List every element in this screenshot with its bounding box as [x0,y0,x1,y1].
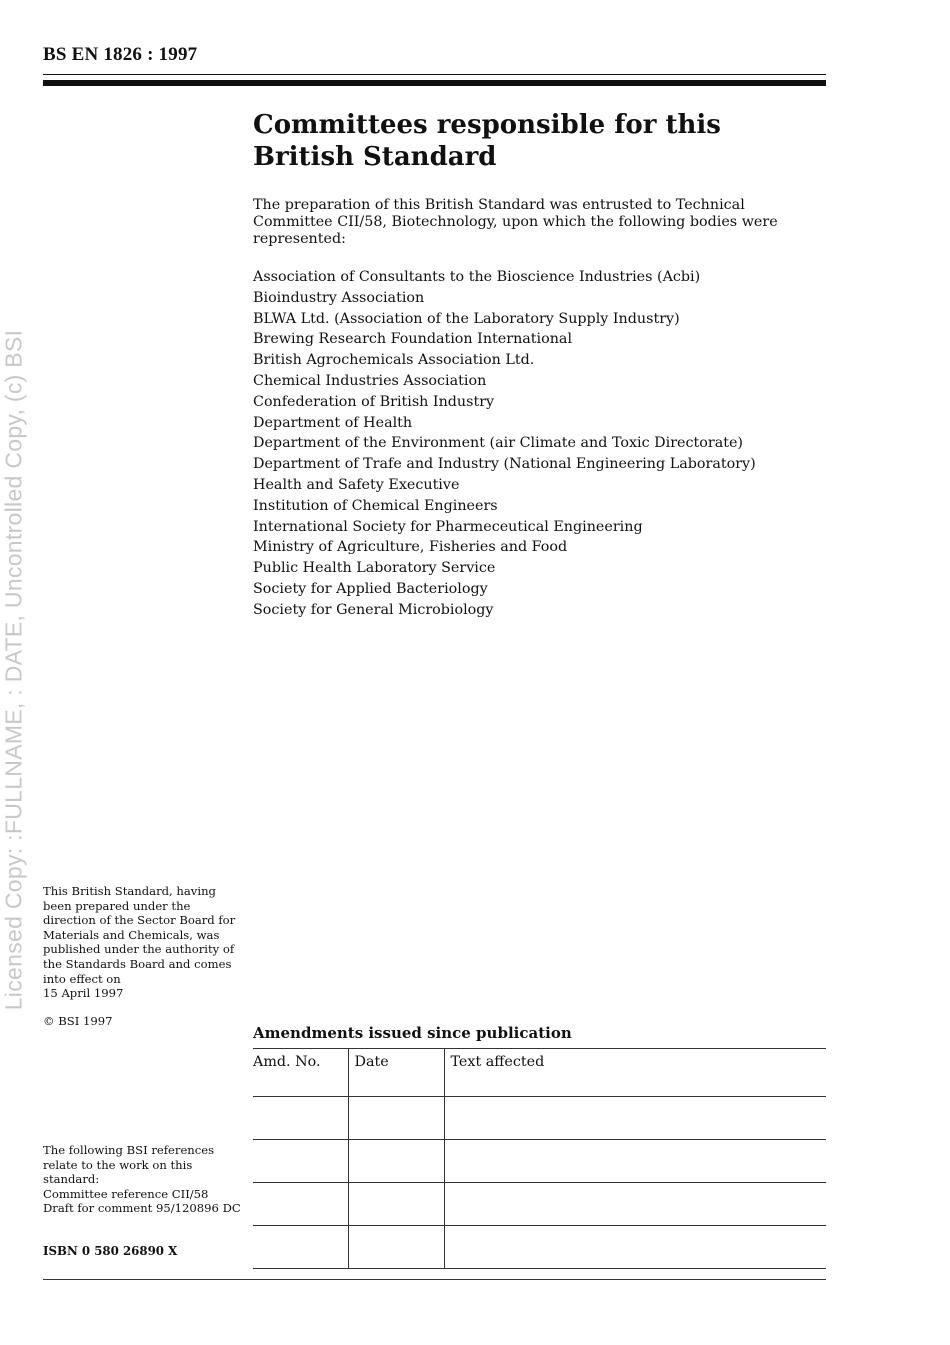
page-title: Committees responsible for this British Standard [253,110,721,172]
list-item: Department of Trafe and Industry (National Engineering Laboratory) [253,456,756,473]
table-header-row [253,1049,826,1097]
list-item: International Society for Pharmeceutical Engineering [253,518,643,535]
table-row [253,1097,826,1140]
list-item: Bioindustry Association [253,289,425,306]
copyright-notice: © BSI 1997 [43,1014,113,1028]
standard-reference: BS EN 1826 : 1997 [43,44,198,65]
bsi-references [43,1143,243,1216]
column-header-date: Date [348,1049,444,1097]
list-item: Public Health Laboratory Service [253,560,496,577]
committee-reference: Committee reference CII/58 [43,1186,209,1201]
list-item: Chemical Industries Association [253,372,487,389]
effective-date: 15 April 1997 [43,986,124,1001]
intro-paragraph: The preparation of this British Standard was entrusted to Technical Committee CII/58, Biotechnology, upon which the following bodies were represented: [253,197,778,247]
header-rule-thin [43,74,826,75]
table-row [253,1183,826,1226]
publication-note-text: This British Standard, having been prepared under the direction of the Sector Board for Materials and Chemicals, was published under the authority of the Standards Board and comes into effect on [43,884,236,986]
references-intro: The following BSI references relate to the work on this standard: [43,1143,215,1187]
list-item: Confederation of British Industry [253,393,495,410]
publication-note [43,884,243,1001]
isbn: ISBN 0 580 26890 X [43,1244,178,1258]
list-item: Association of Consultants to the Bioscience Industries (Acbi) [253,269,701,285]
list-item: Ministry of Agriculture, Fisheries and Food [253,539,568,556]
amendments-table [253,1048,826,1269]
list-item: BLWA Ltd. (Association of the Laboratory Supply Industry) [253,310,680,327]
list-item: Health and Safety Executive [253,476,460,493]
license-watermark: Licensed Copy: :FULLNAME, : DATE, Uncontrolled Copy, (c) BSI [0,329,27,1011]
column-header-text-affected: Text affected [444,1049,826,1097]
table-row [253,1226,826,1269]
amendments-title: Amendments issued since publication [253,1024,572,1042]
column-header-amd-no: Amd. No. [253,1049,348,1097]
list-item: Society for General Microbiology [253,601,494,618]
represented-bodies-list [253,267,756,621]
draft-reference: Draft for comment 95/120896 DC [43,1201,241,1216]
table-row [253,1140,826,1183]
list-item: Brewing Research Foundation International [253,331,573,348]
list-item: Department of Health [253,414,413,431]
list-item: Department of the Environment (air Climate and Toxic Directorate) [253,435,744,452]
list-item: British Agrochemicals Association Ltd. [253,352,535,369]
footer-rule [43,1279,826,1280]
list-item: Institution of Chemical Engineers [253,497,498,514]
header-rule-thick [43,80,826,86]
list-item: Society for Applied Bacteriology [253,580,488,597]
